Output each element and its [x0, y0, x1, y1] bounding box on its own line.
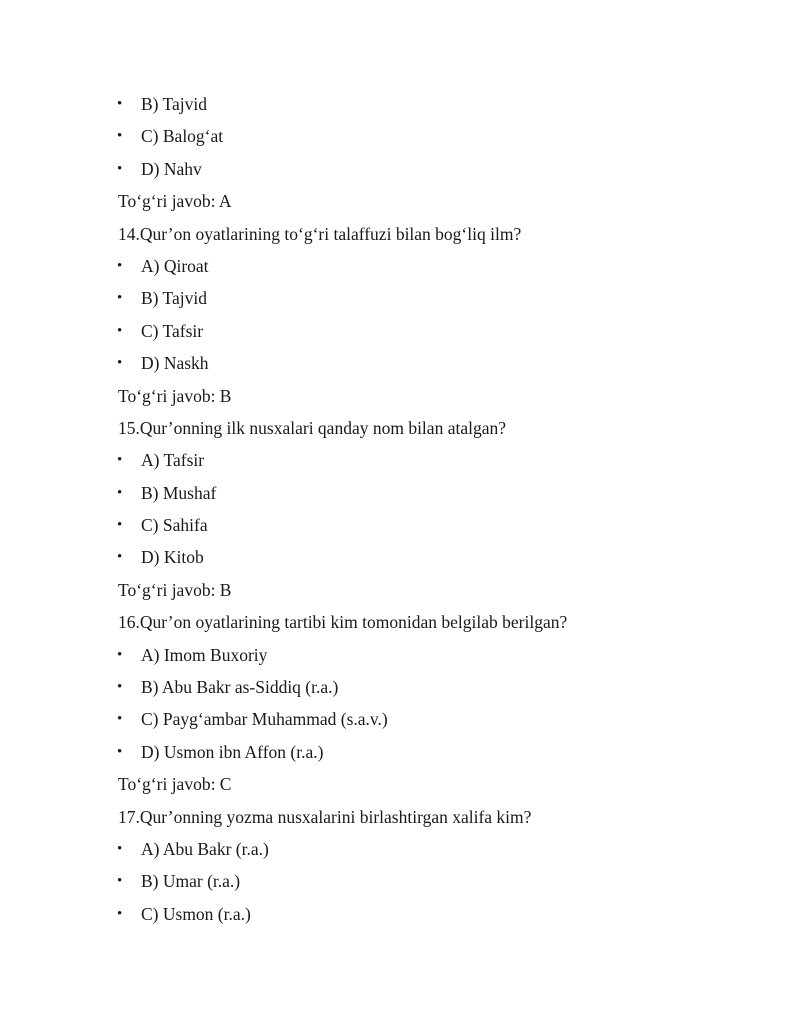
- option-line: [0, 347, 800, 379]
- option-line: [0, 671, 800, 703]
- bullet-icon: •: [117, 905, 123, 922]
- bullet-icon: •: [117, 322, 123, 339]
- question-line: 16.Qur’on oyatlarining tartibi kim tomonidan belgilab berilgan?: [118, 612, 568, 633]
- option-line: [0, 736, 800, 768]
- bullet-icon: •: [117, 160, 123, 177]
- option-line: [0, 477, 800, 509]
- bullet-icon: •: [117, 128, 123, 145]
- option-text: B) Abu Bakr as-Siddiq (r.a.): [141, 677, 339, 698]
- answer-line: To‘g‘ri javob: B: [118, 579, 232, 600]
- option-text: C) Payg‘ambar Muhammad (s.a.v.): [141, 709, 388, 730]
- option-text: A) Abu Bakr (r.a.): [141, 838, 269, 859]
- option-line: [0, 865, 800, 897]
- question-line: 17.Qur’onning yozma nusxalarini birlashtirgan xalifa kim?: [118, 806, 532, 827]
- answer-line: To‘g‘ri javob: B: [118, 385, 232, 406]
- option-line: [0, 898, 800, 930]
- option-line: [0, 444, 800, 476]
- option-text: C) Tafsir: [141, 320, 204, 341]
- option-text: D) Usmon ibn Affon (r.a.): [141, 741, 324, 762]
- option-text: B) Tajvid: [141, 288, 208, 309]
- option-line: [0, 315, 800, 347]
- option-text: C) Sahifa: [141, 515, 208, 536]
- option-line: [0, 703, 800, 735]
- option-text: A) Imom Buxoriy: [141, 644, 268, 665]
- bullet-icon: •: [117, 711, 123, 728]
- bullet-icon: •: [117, 743, 123, 760]
- option-text: C) Usmon (r.a.): [141, 903, 251, 924]
- option-text: B) Umar (r.a.): [141, 871, 241, 892]
- option-text: B) Mushaf: [141, 482, 217, 503]
- question-line: 15.Qur’onning ilk nusxalari qanday nom bilan atalgan?: [118, 417, 506, 438]
- bullet-icon: •: [117, 484, 123, 501]
- option-text: D) Nahv: [141, 158, 202, 179]
- bullet-icon: •: [117, 873, 123, 890]
- option-line: [0, 282, 800, 314]
- option-text: D) Kitob: [141, 547, 204, 568]
- option-text: C) Balog‘at: [141, 126, 224, 147]
- option-line: [0, 541, 800, 573]
- bullet-icon: •: [117, 452, 123, 469]
- question-line: 14.Qur’on oyatlarining to‘g‘ri talaffuzi bilan bog‘liq ilm?: [118, 223, 522, 244]
- bullet-icon: •: [117, 290, 123, 307]
- bullet-icon: •: [117, 679, 123, 696]
- bullet-icon: •: [117, 96, 123, 112]
- bullet-icon: •: [117, 517, 123, 534]
- option-line: [0, 120, 800, 152]
- option-line: [0, 250, 800, 282]
- option-line: [0, 88, 800, 120]
- document-page: [0, 88, 800, 930]
- option-line: [0, 509, 800, 541]
- bullet-icon: •: [117, 257, 123, 274]
- bullet-icon: •: [117, 549, 123, 566]
- answer-line: To‘g‘ri javob: A: [118, 191, 232, 212]
- bullet-icon: •: [117, 840, 123, 857]
- option-line: [0, 153, 800, 185]
- option-text: A) Qiroat: [141, 255, 209, 276]
- bullet-icon: •: [117, 646, 123, 663]
- option-line: [0, 639, 800, 671]
- option-text: B) Tajvid: [141, 94, 208, 114]
- answer-line: To‘g‘ri javob: C: [118, 774, 232, 795]
- option-text: A) Tafsir: [141, 450, 205, 471]
- option-text: D) Naskh: [141, 353, 209, 374]
- option-line: [0, 833, 800, 865]
- bullet-icon: •: [117, 355, 123, 372]
